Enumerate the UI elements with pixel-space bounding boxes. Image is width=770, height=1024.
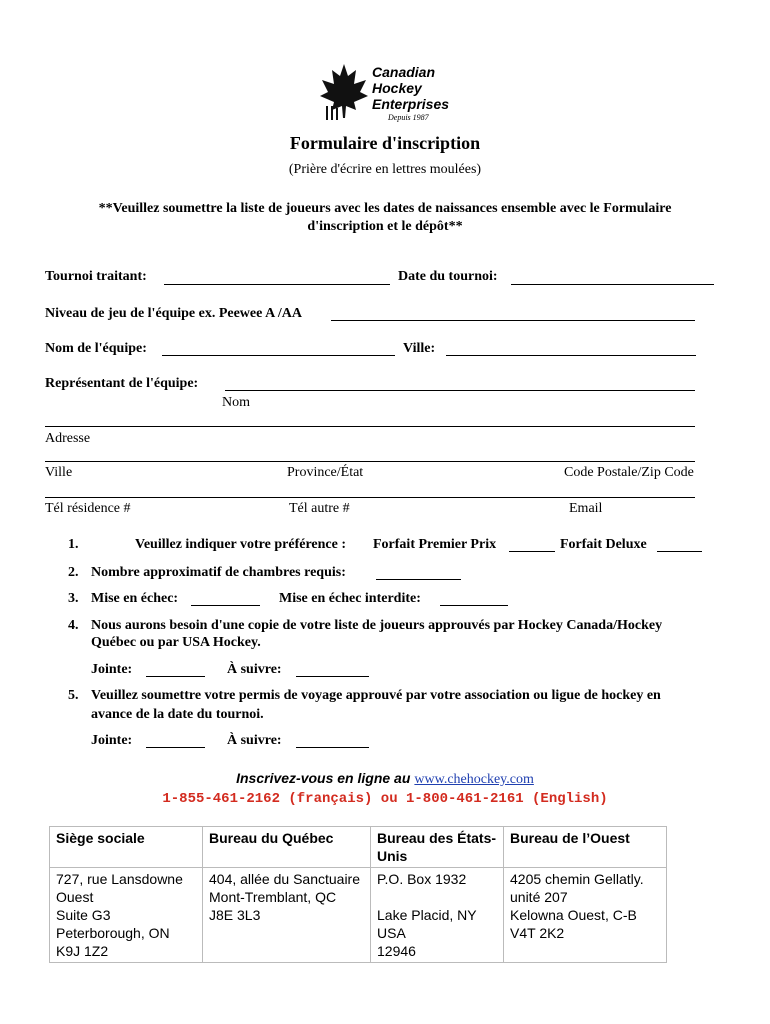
offices-header-row <box>50 827 667 868</box>
team-city-field[interactable] <box>446 355 696 356</box>
item-5-to-follow-field[interactable] <box>296 747 369 748</box>
head-office-address <box>50 868 203 963</box>
level-label: Niveau de jeu de l'équipe ex. Peewee A /AA <box>45 306 303 321</box>
address-line: Mont-Tremblant, QC <box>209 889 337 905</box>
representative-label: Représentant de l'équipe: <box>45 376 199 391</box>
other-phone-caption: Tél autre # <box>289 501 350 516</box>
quebec-office-address <box>203 868 371 963</box>
logo-line-1: Canadian <box>372 64 436 80</box>
address-caption: Adresse <box>45 431 91 446</box>
tournament-field[interactable] <box>164 284 390 285</box>
header-head-office: Siège sociale <box>50 827 203 868</box>
item-1-option-premier: Forfait Premier Prix <box>373 537 497 552</box>
item-5-line-1: Veuillez soumettre votre permis de voyage approuvé par votre association ou ligue de hockey en <box>91 688 661 703</box>
phone-email-field[interactable] <box>45 497 695 498</box>
representative-name-field[interactable] <box>225 390 695 391</box>
item-4-line-1: Nous aurons besoin d'une copie de votre liste de joueurs approuvés par Hockey Canada/Hockey <box>91 618 663 633</box>
address-line: 12946 <box>377 943 416 959</box>
us-office-address <box>371 868 504 963</box>
address-field[interactable] <box>45 426 695 427</box>
online-label: Inscrivez-vous en ligne au <box>236 770 411 786</box>
item-5-to-follow-label: À suivre: <box>227 733 282 748</box>
west-office-address <box>504 868 667 963</box>
team-name-label: Nom de l'équipe: <box>45 341 147 356</box>
notice-line-1: **Veuillez soumettre la liste de joueurs avec les dates de naissances ensemble avec le Formulaire <box>98 201 672 216</box>
address-line: K9J 1Z2 <box>56 943 109 959</box>
item-5-line-2: avance de la date du tournoi. <box>91 707 264 722</box>
header-us-office: Bureau des États-Unis <box>371 827 504 868</box>
item-5-attached-field[interactable] <box>146 747 205 748</box>
address-line: unité 207 <box>510 889 568 905</box>
notice-line-2: d'inscription et le dépôt** <box>307 219 463 234</box>
website-link[interactable]: www.chehockey.com <box>414 772 534 787</box>
maple-leaf-icon <box>318 62 370 120</box>
premier-prix-field[interactable] <box>509 551 555 552</box>
address-line: J8E 3L3 <box>209 907 261 923</box>
address-line: Lake Placid, NY <box>377 907 477 923</box>
logo-line-2: Hockey <box>372 80 422 96</box>
company-logo <box>318 62 458 126</box>
item-3-number: 3. <box>68 591 79 606</box>
address-line: 727, rue Lansdowne Ouest <box>56 871 183 905</box>
name-caption: Nom <box>222 395 250 410</box>
address-line: Peterborough, ON <box>56 925 170 941</box>
item-1-option-deluxe: Forfait Deluxe <box>560 537 647 552</box>
offices-address-row <box>50 868 667 963</box>
postal-code-caption: Code Postale/Zip Code <box>564 465 694 480</box>
address-line: USA <box>377 925 406 941</box>
item-3-checking-label: Mise en échec: <box>91 591 179 606</box>
phone-numbers: 1-855-461-2162 (français) ou 1-800-461-2161 (English) <box>162 791 608 807</box>
checking-field[interactable] <box>191 605 260 606</box>
city-province-postal-field[interactable] <box>45 461 695 462</box>
rooms-field[interactable] <box>376 579 461 580</box>
item-4-attached-field[interactable] <box>146 676 205 677</box>
email-caption: Email <box>569 501 603 516</box>
item-1-number: 1. <box>68 537 79 552</box>
logo-line-3: Enterprises <box>372 96 450 112</box>
address-line: Kelowna Ouest, C-B <box>510 907 637 923</box>
item-4-number: 4. <box>68 618 79 633</box>
header-west-office: Bureau de l’Ouest <box>504 827 667 868</box>
offices-table <box>49 826 667 963</box>
address-line: P.O. Box 1932 <box>377 871 467 887</box>
item-4-line-2: Québec ou par USA Hockey. <box>91 635 261 650</box>
form-title: Formulaire d'inscription <box>289 133 481 153</box>
no-checking-field[interactable] <box>440 605 508 606</box>
tournament-date-field[interactable] <box>511 284 714 285</box>
logo-since: Depuis 1987 <box>388 113 429 122</box>
province-caption: Province/État <box>287 465 364 480</box>
item-2-number: 2. <box>68 565 79 580</box>
item-5-number: 5. <box>68 688 79 703</box>
address-line: V4T 2K2 <box>510 925 565 941</box>
address-line: 404, allée du Sanctuaire <box>209 871 360 887</box>
team-city-label: Ville: <box>403 341 436 356</box>
item-1-text: Veuillez indiquer votre préférence : <box>135 537 346 552</box>
item-3-no-checking-label: Mise en échec interdite: <box>279 591 421 606</box>
address-line: Suite G3 <box>56 907 111 923</box>
header-quebec-office: Bureau du Québec <box>203 827 371 868</box>
tournament-label: Tournoi traitant: <box>45 269 147 284</box>
form-subtitle: (Prière d'écrire en lettres moulées) <box>288 162 482 177</box>
item-4-to-follow-field[interactable] <box>296 676 369 677</box>
online-registration <box>0 770 770 788</box>
city-caption: Ville <box>45 465 73 480</box>
item-4-to-follow-label: À suivre: <box>227 662 282 677</box>
item-4-attached-label: Jointe: <box>91 662 133 677</box>
team-name-field[interactable] <box>162 355 395 356</box>
home-phone-caption: Tél résidence # <box>45 501 131 516</box>
address-line: 4205 chemin Gellatly. <box>510 871 644 887</box>
item-2-text: Nombre approximatif de chambres requis: <box>91 565 346 580</box>
deluxe-field[interactable] <box>657 551 702 552</box>
tournament-date-label: Date du tournoi: <box>398 269 498 284</box>
item-5-attached-label: Jointe: <box>91 733 133 748</box>
level-field[interactable] <box>331 320 695 321</box>
